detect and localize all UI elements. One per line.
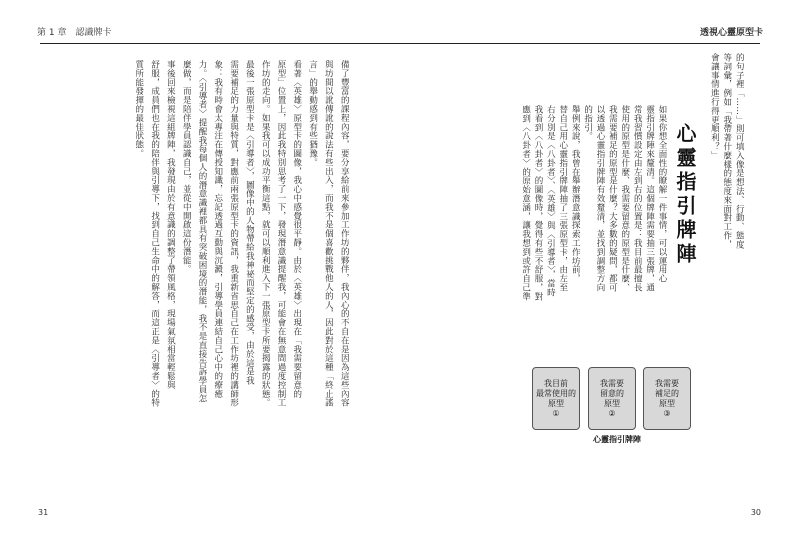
text-column: 我需要補足的原型是什麼？大多數的疑問，都可 xyxy=(607,105,618,292)
card-2-line-1: 我需要 xyxy=(600,378,624,388)
header-rule xyxy=(40,43,760,44)
text-column: 靈指引牌陣來釐清。這個牌陣需要抽三張牌，通 xyxy=(644,105,655,292)
text-column: 的句子裡「……」則可填入像是想法、行動、態度 xyxy=(734,53,745,249)
text-column: 右分別是〈八卦者〉、〈英雄〉與〈引導者〉，當時 xyxy=(545,105,556,297)
text-column: 最後一張原型卡是〈引導者〉，圖像中的人物帶給我神祕而堅定的感受，由於這是我 xyxy=(244,60,255,386)
card-2 xyxy=(588,367,636,430)
page-number-right: 30 xyxy=(750,508,761,517)
text-column: 事後回來檢視這組牌陣，我發現由於有意識的調整了帶領風格，現場氣氛相當輕鬆與 xyxy=(165,60,176,390)
text-column: 需要補足的力量與特質，對應前兩張原型卡的資訊，我重新省思自己在工作坊裡的講師形 xyxy=(228,60,239,408)
text-column: 質所能發揮的最佳狀態。 xyxy=(133,60,144,158)
card-3-line-2: 補足的 xyxy=(655,388,679,398)
card-1-line-1: 我目前 xyxy=(544,378,568,388)
text-column: 備了豐富的課程內容，要分享給前來參加工作坊的夥伴，我內心的不自在是因為這些內容 xyxy=(339,60,350,408)
section-title: 心靈指引牌陣 xyxy=(673,123,697,267)
card-2-number: ② xyxy=(608,408,616,418)
text-column: 我看到〈八卦者〉的圖像時，覺得有些不舒服，對 xyxy=(533,105,543,301)
text-column: 象：我有時會太專注在傳授知識，忘記透過互動與沉澱，引導學員連結自己心中的療癒 xyxy=(212,60,223,399)
card-3-number: ③ xyxy=(663,408,671,418)
card-1 xyxy=(532,367,580,430)
text-column: 如果你想全面性的瞭解一件事情，可以運用心 xyxy=(657,105,667,283)
text-column: 的指引。 xyxy=(582,105,593,141)
text-column: 使用的原型是什麼、我需要留意的原型是什麼、 xyxy=(619,105,630,292)
card-2-line-2: 留意的 xyxy=(600,388,624,398)
header-chapter: 第 1 章 認識牌卡 xyxy=(37,28,112,38)
text-column: 等詞彙，例如「我帶著什麼樣的態度來面對工作， xyxy=(721,53,732,249)
text-column: 舒服，成員們也在我的陪伴與引導下，找到自己生命中的解答，而這正是〈引導者〉的特 xyxy=(149,60,160,408)
diagram-caption: 心靈指引牌陣 xyxy=(593,435,641,444)
text-column: 原型」位置上，因此我特別思考了一下，發現潛意識提醒我，可能會在無意間過度控制工 xyxy=(276,60,286,408)
card-3-line-1: 我需要 xyxy=(655,378,679,388)
text-column: 看著〈英雄〉原型卡的圖像，我心中感覺很平靜。由於〈英雄〉出現在「我需要留意的 xyxy=(291,60,302,399)
card-3 xyxy=(643,367,691,430)
page-number-left: 31 xyxy=(38,508,49,517)
card-3-line-3: 原型 xyxy=(659,398,675,408)
card-1-line-2: 最常使用的 xyxy=(536,388,576,398)
text-column: 常我習慣設定由左到右的位置是：我目前最擅長 xyxy=(632,105,643,292)
text-column: 以透過心靈指引牌陣有效釐清，並找到調整方向 xyxy=(595,105,605,292)
text-column: 麼做，而是陪伴學員認識自己，並從中開啟這份潛能。 xyxy=(181,60,192,274)
text-column: 力。〈引導者〉提醒我每個人的潛意識裡都具有突破困境的潛能，我不是直接告訴學員怎 xyxy=(197,60,207,403)
card-1-number: ① xyxy=(552,408,560,418)
header-book-title: 透視心靈原型卡 xyxy=(699,28,763,38)
card-2-line-3: 原型 xyxy=(604,398,620,408)
text-column: 作坊的走向。如果我可以成功平衡這點，就可以順利進入下一張原型卡所要揭露的狀態。 xyxy=(260,60,271,408)
text-column: 舉例來說，我曾在舉辦潛意識探索工作坊前， xyxy=(570,105,581,283)
text-column: 替自己用心靈指引牌陣抽了三張原型卡，由左至 xyxy=(557,105,568,292)
text-column: 應到〈八卦者〉的原始意涵，讓我想到或許自己準 xyxy=(520,105,531,301)
text-column: 會讓事情進行得更順利？」 xyxy=(709,53,720,160)
card-1-line-3: 原型 xyxy=(548,398,564,408)
text-column: 言」的舉動感到有些猶豫。 xyxy=(307,60,318,167)
text-column: 與坊間以訛傳訛的說法有些出入，而我不是個喜歡挑戰他人的人，因此對於這種「終止謠 xyxy=(323,60,334,408)
